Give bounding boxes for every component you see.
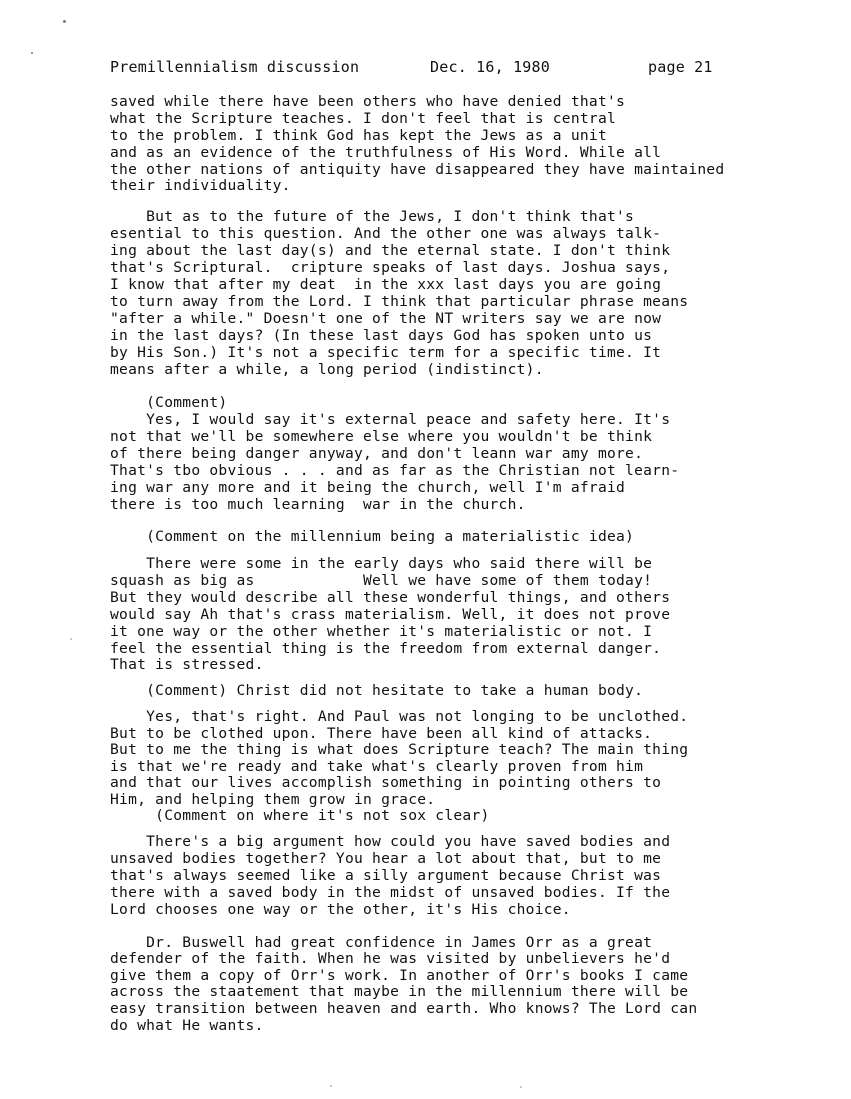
- text-line: But they would describe all these wonderful things, and others: [110, 589, 671, 606]
- text-line: there with a saved body in the midst of unsaved bodies. If the: [110, 884, 671, 901]
- header-title: Premillennialism discussion: [110, 58, 360, 76]
- text-line: that's always seemed like a silly argument because Christ was: [110, 867, 662, 884]
- text-line: in the last days? (In these last days God has spoken unto us: [110, 327, 653, 344]
- text-line: it one way or the other whether it's materialistic or not. I: [110, 623, 653, 640]
- text-line: defender of the faith. When he was visited by unbelievers he'd: [110, 950, 671, 967]
- text-line: "after a while." Doesn't one of the NT writers say we are now: [110, 310, 662, 327]
- scan-speck: [330, 1085, 332, 1087]
- header-date: Dec. 16, 1980: [430, 58, 550, 76]
- text-line: Him, and helping them grow in grace.: [110, 791, 436, 808]
- text-line: and as an evidence of the truthfulness of His Word. While all: [110, 144, 662, 161]
- text-line: Yes, that's right. And Paul was not longing to be unclothed.: [110, 708, 689, 725]
- scan-speck: [63, 20, 66, 23]
- text-line: to turn away from the Lord. I think that particular phrase means: [110, 293, 689, 310]
- text-line: But as to the future of the Jews, I don't think that's: [110, 208, 635, 225]
- scan-speck: [520, 1086, 522, 1088]
- text-line: means after a while, a long period (indistinct).: [110, 361, 544, 378]
- scan-speck: [31, 52, 33, 54]
- text-line: is that we're ready and take what's clearly proven from him: [110, 758, 644, 775]
- text-line: There were some in the early days who said there will be: [110, 555, 653, 572]
- text-line: that's Scriptural. cripture speaks of last days. Joshua says,: [110, 259, 671, 276]
- text-line: But to me the thing is what does Scripture teach? The main thing: [110, 741, 689, 758]
- text-line: ing war any more and it being the church, well I'm afraid: [110, 479, 626, 496]
- text-line: their individuality.: [110, 177, 291, 194]
- text-line: Yes, I would say it's external peace and safety here. It's: [110, 411, 671, 428]
- text-line: give them a copy of Orr's work. In another of Orr's books I came: [110, 967, 689, 984]
- text-line: (Comment on where it's not sox clear): [110, 807, 490, 824]
- scan-speck: [70, 638, 72, 640]
- text-line: saved while there have been others who have denied that's: [110, 93, 626, 110]
- text-line: what the Scripture teaches. I don't feel that is central: [110, 110, 617, 127]
- text-line: That's tbo obvious . . . and as far as the Christian not learn-: [110, 462, 680, 479]
- text-line: I know that after my deat in the xxx last days you are going: [110, 276, 662, 293]
- text-line: easy transition between heaven and earth. Who knows? The Lord can: [110, 1000, 698, 1017]
- text-line: across the staatement that maybe in the millennium there will be: [110, 983, 689, 1000]
- text-line: feel the essential thing is the freedom from external danger.: [110, 640, 662, 657]
- text-line: Lord chooses one way or the other, it's His choice.: [110, 901, 571, 918]
- header-page-number: page 21: [648, 58, 713, 76]
- text-line: there is too much learning war in the church.: [110, 496, 526, 513]
- text-line: But to be clothed upon. There have been all kind of attacks.: [110, 725, 653, 742]
- text-line: by His Son.) It's not a specific term for a specific time. It: [110, 344, 662, 361]
- text-line: the other nations of antiquity have disappeared they have maintained: [110, 161, 725, 178]
- text-line: to the problem. I think God has kept the Jews as a unit: [110, 127, 607, 144]
- text-line: unsaved bodies together? You hear a lot about that, but to me: [110, 850, 662, 867]
- text-line: There's a big argument how could you have saved bodies and: [110, 833, 671, 850]
- text-line: (Comment on the millennium being a materialistic idea): [110, 528, 635, 545]
- text-line: ing about the last day(s) and the eternal state. I don't think: [110, 242, 671, 259]
- text-line: not that we'll be somewhere else where you wouldn't be think: [110, 428, 653, 445]
- text-line: Dr. Buswell had great confidence in James Orr as a great: [110, 934, 653, 951]
- text-line: of there being danger anyway, and don't leann war amy more.: [110, 445, 644, 462]
- text-line: (Comment): [110, 394, 228, 411]
- text-line: and that our lives accomplish something in pointing others to: [110, 774, 662, 791]
- text-line: That is stressed.: [110, 656, 264, 673]
- text-line: would say Ah that's crass materialism. Well, it does not prove: [110, 606, 671, 623]
- text-line: (Comment) Christ did not hesitate to take a human body.: [110, 682, 644, 699]
- text-line: squash as big as Well we have some of them today!: [110, 572, 653, 589]
- text-line: esential to this question. And the other one was always talk-: [110, 225, 662, 242]
- text-line: do what He wants.: [110, 1017, 264, 1034]
